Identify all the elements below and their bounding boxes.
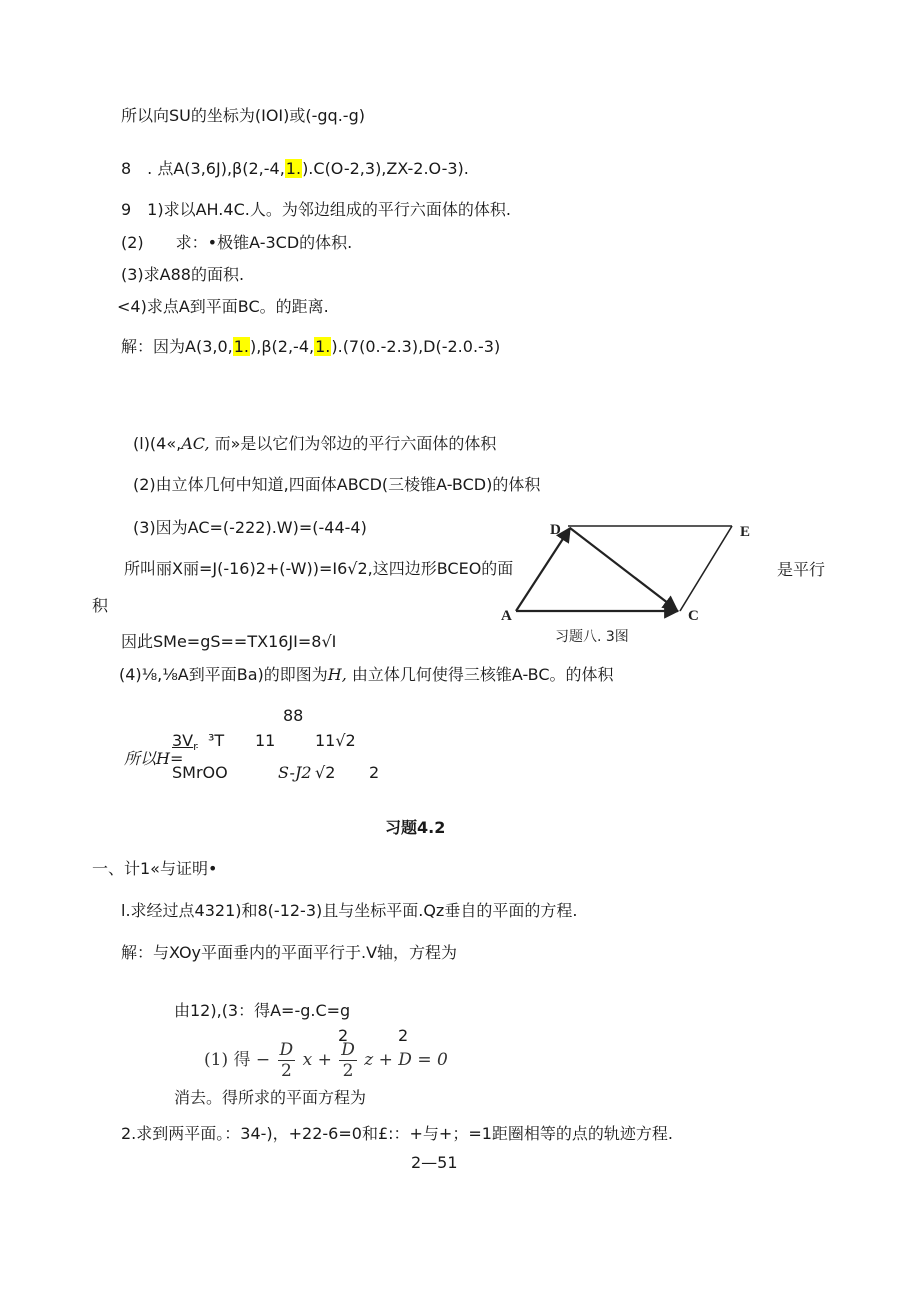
fraction-d-over-2 bbox=[278, 1040, 296, 1081]
formula-label: 所以H= bbox=[124, 749, 184, 768]
superscript-2b: 2 bbox=[398, 1026, 409, 1045]
step-1-text-b: 而»是以它们为邻边的平行六面体的体积 bbox=[209, 434, 497, 453]
vector-dc bbox=[570, 528, 677, 610]
answer-line: 所以向SU的坐标为(IOI)或(-gq.-g) bbox=[121, 106, 365, 125]
formula-smroo: SMrOO bbox=[172, 763, 228, 782]
fraction-numerator: D bbox=[279, 1040, 294, 1060]
formula-11: 11 bbox=[255, 731, 276, 750]
formula-3v-main: 3V bbox=[172, 731, 194, 750]
eq-tail: z + D = 0 bbox=[364, 1050, 448, 1070]
highlight-mark: 1. bbox=[285, 159, 302, 178]
problem-8-text-b: ).C(O-2,3),ZX-2.O-3). bbox=[302, 159, 469, 178]
section-title: 习题4.2 bbox=[385, 818, 446, 837]
exercise-2: 2.求到两平面。：34-)，+22-6=0和£:：+与+；=1距圈相等的点的轨迹方程. bbox=[121, 1124, 674, 1143]
solution-step-3-right: 是平行 bbox=[777, 560, 826, 579]
parallelogram-figure bbox=[498, 514, 768, 646]
exercise-1-solution: 解：与XOy平面垂内的平面平行于.V轴，方程为 bbox=[121, 943, 458, 962]
formula-11r2: 11√2 bbox=[315, 731, 356, 750]
plane-equation bbox=[204, 1040, 448, 1081]
eq-prefix: (1) 得 − bbox=[204, 1050, 271, 1070]
exercise-1-conclusion: 消去。得所求的平面方程为 bbox=[174, 1088, 367, 1107]
label-a: A bbox=[501, 608, 512, 624]
part-heading: 一、计1«与证明• bbox=[92, 859, 218, 878]
edge-ec bbox=[680, 526, 732, 611]
label-e: E bbox=[740, 524, 751, 540]
step-4-text-b: 由立体几何使得三核锥A-BC。的体积 bbox=[346, 665, 614, 684]
fraction-numerator: D bbox=[341, 1040, 355, 1060]
page-number: 2—51 bbox=[411, 1153, 458, 1172]
step-4-text-a: (4)⅛,⅛A到平面Ba)的即图为 bbox=[119, 665, 328, 684]
solution-step-3-wrap: 积 bbox=[92, 596, 109, 615]
solution-intro bbox=[121, 337, 500, 356]
highlight-mark: 1. bbox=[315, 337, 331, 356]
solution-step-2: (2)由立体几何中知道,四面体ABCD(三棱锥A-BCD)的体积 bbox=[133, 475, 541, 494]
fraction-denominator: 2 bbox=[280, 1061, 292, 1081]
step-1-text-a: (l)(4«, bbox=[133, 434, 182, 453]
problem-9-part-2: (2) 求：•极锥A-3CD的体积. bbox=[121, 233, 353, 252]
formula-3t: ³T bbox=[208, 731, 225, 750]
solution-step-3-cont: 所叫丽X丽=J(-16)2+(-W))=I6√2,这四边形BCEO的面 bbox=[124, 559, 514, 578]
label-c: C bbox=[688, 608, 699, 624]
problem-9-part-3: (3)求A88的面积. bbox=[121, 265, 245, 284]
figure-caption: 习题八. 3图 bbox=[555, 629, 629, 645]
problem-9-part-4: <4)求点A到平面BC。的距离. bbox=[117, 297, 329, 316]
step-4-italic: H, bbox=[327, 665, 347, 684]
step-1-italic: AC, bbox=[181, 434, 210, 453]
problem-8 bbox=[121, 159, 469, 178]
highlight-mark: 1. bbox=[233, 337, 249, 356]
solution-step-1 bbox=[133, 434, 496, 453]
solution-step-3: (3)因为AC=(-222).W)=(-44-4) bbox=[133, 518, 367, 537]
exercise-1-step: 由12),(3：得A=-g.C=g bbox=[174, 1001, 351, 1020]
fraction-d-over-2 bbox=[339, 1040, 357, 1081]
fraction-denominator: 2 bbox=[342, 1061, 354, 1081]
formula-88: 88 bbox=[283, 706, 304, 725]
problem-9-part-1: 9 1)求以AH.4C.人。为邻边组成的平行六面体的体积. bbox=[121, 200, 511, 219]
formula-r2: √2 bbox=[315, 763, 336, 782]
problem-8-text-a: 8 . 点A(3,6J),β(2,-4, bbox=[121, 159, 285, 178]
solution-text-b: ),β(2,-4, bbox=[250, 337, 315, 356]
formula-3v-sub: r bbox=[193, 740, 198, 754]
superscript-2a: 2 bbox=[338, 1026, 349, 1045]
solution-text-a: 解：因为A(3,0, bbox=[121, 337, 233, 356]
solution-step-4 bbox=[119, 665, 614, 684]
solution-step-3-result: 因此SMe=gS==TX16JI=8√I bbox=[121, 632, 337, 651]
exercise-1: l.求经过点4321)和8(-12-3)且与坐标平面.Qz垂自的平面的方程. bbox=[121, 901, 578, 920]
formula-2: 2 bbox=[369, 763, 380, 782]
vector-ad bbox=[516, 528, 570, 611]
formula-sj2: S-J2 bbox=[278, 763, 312, 782]
eq-middle: x + bbox=[302, 1050, 332, 1070]
solution-text-c: ).(7(0.-2.3),D(-2.0.-3) bbox=[331, 337, 501, 356]
label-d: D bbox=[550, 522, 561, 538]
